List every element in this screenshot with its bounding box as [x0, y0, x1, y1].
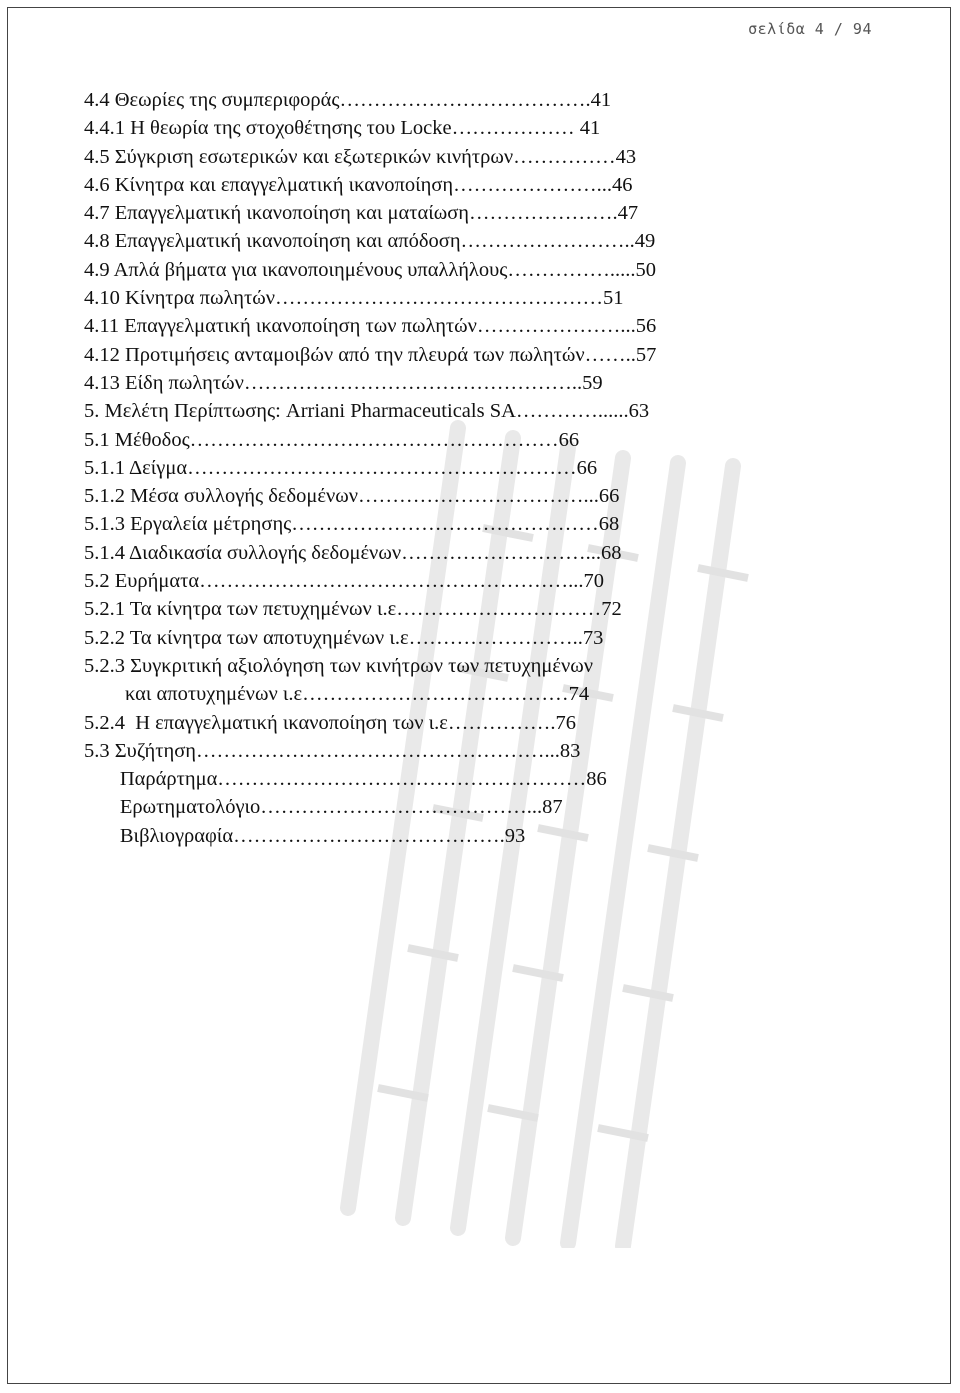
- toc-entry-4-6: 4.6 Κίνητρα και επαγγελματική ικανοποίηση…………………...46: [84, 173, 633, 196]
- toc-entry-5-1: 5.1 Μέθοδος………………………………………………66: [84, 428, 580, 451]
- toc-entry-5: 5. Μελέτη Περίπτωσης: Arriani Pharmaceuticals SA…………......63: [84, 400, 650, 423]
- toc-entry-5-3: 5.3 Συζήτηση……………………………………………...83: [84, 739, 581, 762]
- toc-entry-4-8: 4.8 Επαγγελματική ικανοποίηση και απόδοση……………………..49: [84, 230, 656, 253]
- page-number: σελίδα 4 / 94: [748, 20, 872, 38]
- toc-entry-5-2-3: 5.2.3 Συγκριτική αξιολόγηση των κινήτρων των πετυχημένων: [84, 654, 594, 677]
- table-of-contents: [84, 86, 829, 850]
- toc-entry-5-2: 5.2 Ευρήματα………………………………………………...70: [84, 570, 604, 593]
- toc-entry-appendix: Παράρτημα………………………………………………86: [84, 768, 607, 791]
- toc-entry-4-10: 4.10 Κίνητρα πωλητών…………………………………………51: [84, 287, 624, 310]
- toc-entry-4-4-1: 4.4.1 Η θεωρία της στοχοθέτησης του Locke……………… 41: [84, 117, 601, 140]
- toc-entry-5-1-2: 5.1.2 Μέσα συλλογής δεδομένων……………………………...66: [84, 485, 620, 508]
- toc-entry-4-7: 4.7 Επαγγελματική ικανοποίηση και ματαίωση………………….47: [84, 202, 639, 225]
- toc-entry-4-13: 4.13 Είδη πωλητών…………………………………………..59: [84, 371, 603, 394]
- toc-entry-5-1-3: 5.1.3 Εργαλεία μέτρησης………………………………………68: [84, 513, 620, 536]
- toc-entry-5-2-4: 5.2.4 Η επαγγελματική ικανοποίηση των ι.ε…………….76: [84, 711, 577, 734]
- toc-entry-questionnaire: Ερωτηματολόγιο…………………………………...87: [84, 796, 563, 819]
- toc-entry-bibliography: Βιβλιογραφία………………………………….93: [84, 824, 526, 847]
- toc-entry-4-11: 4.11 Επαγγελματική ικανοποίηση των πωλητών…………………...56: [84, 315, 657, 338]
- toc-entry-4-5: 4.5 Σύγκριση εσωτερικών και εξωτερικών κινήτρων……………43: [84, 145, 637, 168]
- toc-entry-4-9: 4.9 Απλά βήματα για ικανοποιημένους υπαλλήλους…………….....50: [84, 258, 657, 281]
- toc-entry-5-1-4: 5.1.4 Διαδικασία συλλογής δεδομένων………………………...68: [84, 541, 622, 564]
- toc-entry-4-4: 4.4 Θεωρίες της συμπεριφοράς……………………………….41: [84, 89, 612, 111]
- toc-entry-5-1-1: 5.1.1 Δείγμα…………………………………………………66: [84, 456, 598, 479]
- toc-entry-4-12: 4.12 Προτιμήσεις ανταμοιβών από την πλευρά των πωλητών……..57: [84, 343, 657, 366]
- toc-entry-5-2-3-continued: και αποτυχημένων ι.ε…………………………………74: [84, 683, 590, 706]
- toc-entry-5-2-2: 5.2.2 Τα κίνητρα των αποτυχημένων ι.ε……………………..73: [84, 626, 604, 649]
- toc-entry-5-2-1: 5.2.1 Τα κίνητρα των πετυχημένων ι.ε…………………………72: [84, 598, 622, 621]
